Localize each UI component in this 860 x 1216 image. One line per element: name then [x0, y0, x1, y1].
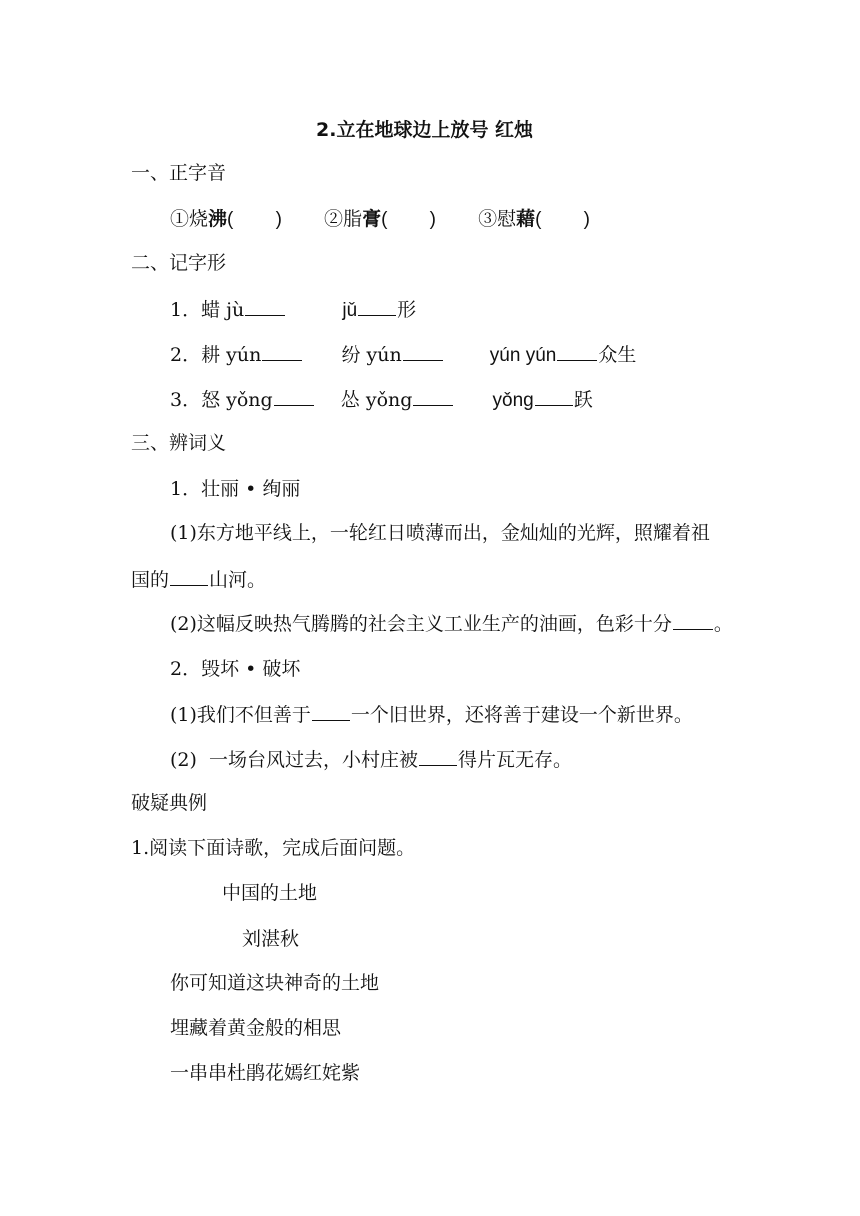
form-pinyin: jǔ [342, 300, 358, 321]
word-question-1-1-cont [131, 567, 266, 592]
answer-blank [358, 297, 396, 316]
question-text: 山河。 [209, 569, 267, 591]
item-number: ③ [478, 208, 498, 230]
form-suffix: 形 [397, 299, 417, 321]
form-pinyin: yǒng [492, 390, 534, 411]
form-row-2 [170, 342, 636, 368]
form-suffix: 跃 [573, 389, 593, 411]
form-row-1 [170, 297, 416, 323]
answer-blank [419, 747, 457, 766]
poem-line: 你可知道这块神奇的土地 [170, 972, 380, 994]
target-char: 藉 [516, 208, 536, 230]
answer-blank [673, 611, 713, 630]
word-prefix: 烧 [189, 208, 209, 230]
word-prefix: 慰 [497, 208, 517, 230]
section-heading-forms: 二、记字形 [131, 252, 227, 274]
form-pinyin: yún yún [489, 345, 557, 366]
poem-author: 刘湛秋 [242, 928, 300, 950]
form-label: 2．耕 yún [170, 344, 262, 366]
question-text: 国的 [131, 569, 170, 591]
word-group-title-1: 1．壮丽 • 绚丽 [170, 478, 301, 500]
question-text: (1)我们不但善于 [170, 704, 311, 726]
answer-blank [557, 342, 597, 361]
poem-title: 中国的土地 [222, 882, 318, 904]
word-question-1-1: (1)东方地平线上，一轮红日喷薄而出，金灿灿的光辉，照耀着祖 [170, 522, 710, 544]
section-heading-pronunciation: 一、正字音 [131, 162, 227, 184]
form-label: 1．蜡 jù [170, 299, 245, 321]
pronunciation-item-2 [324, 208, 442, 230]
answer-blank [245, 297, 285, 316]
word-question-1-2 [170, 611, 733, 636]
answer-blank [170, 567, 208, 586]
question-text: 得片瓦无存。 [458, 749, 573, 771]
answer-parens: ( ) [227, 209, 282, 230]
target-char: 膏 [362, 208, 382, 230]
answer-parens: ( ) [535, 209, 590, 230]
pronunciation-row [170, 207, 590, 232]
target-char: 沸 [208, 208, 228, 230]
question-text: (2)这幅反映热气腾腾的社会主义工业生产的油画，色彩十分 [170, 613, 672, 635]
form-suffix: 众生 [598, 344, 637, 366]
word-question-2-1 [170, 702, 693, 727]
form-row-3 [170, 387, 593, 413]
answer-blank [535, 387, 573, 406]
section-heading-examples: 破疑典例 [131, 792, 208, 814]
form-label: 3．怒 yǒng [170, 389, 273, 411]
word-question-2-2 [170, 747, 572, 772]
answer-blank [262, 342, 302, 361]
poem-line: 埋藏着黄金般的相思 [170, 1017, 342, 1039]
answer-parens: ( ) [381, 209, 436, 230]
question-text: 一个旧世界，还将善于建设一个新世界。 [350, 704, 693, 726]
answer-blank [274, 387, 314, 406]
question-text: 。 [713, 613, 733, 635]
section-heading-words: 三、辨词义 [131, 432, 227, 454]
item-number: ① [170, 208, 190, 230]
question-text: (2) 一场台风过去，小村庄被 [170, 749, 418, 771]
answer-blank [413, 387, 453, 406]
answer-blank [403, 342, 443, 361]
word-prefix: 脂 [343, 208, 363, 230]
form-pinyin: 纷 yún [341, 344, 402, 366]
pronunciation-item-3 [478, 208, 590, 230]
answer-blank [312, 702, 350, 721]
poem-line: 一串串杜鹃花嫣红姹紫 [170, 1062, 361, 1084]
item-number: ② [324, 208, 344, 230]
word-group-title-2: 2．毁坏 • 破坏 [170, 658, 301, 680]
form-pinyin: 怂 yǒng [340, 389, 413, 411]
pronunciation-item-1 [170, 208, 288, 230]
page-title: 2.立在地球边上放号 红烛 [316, 119, 534, 141]
reading-instruction: 1.阅读下面诗歌，完成后面问题。 [131, 837, 416, 859]
